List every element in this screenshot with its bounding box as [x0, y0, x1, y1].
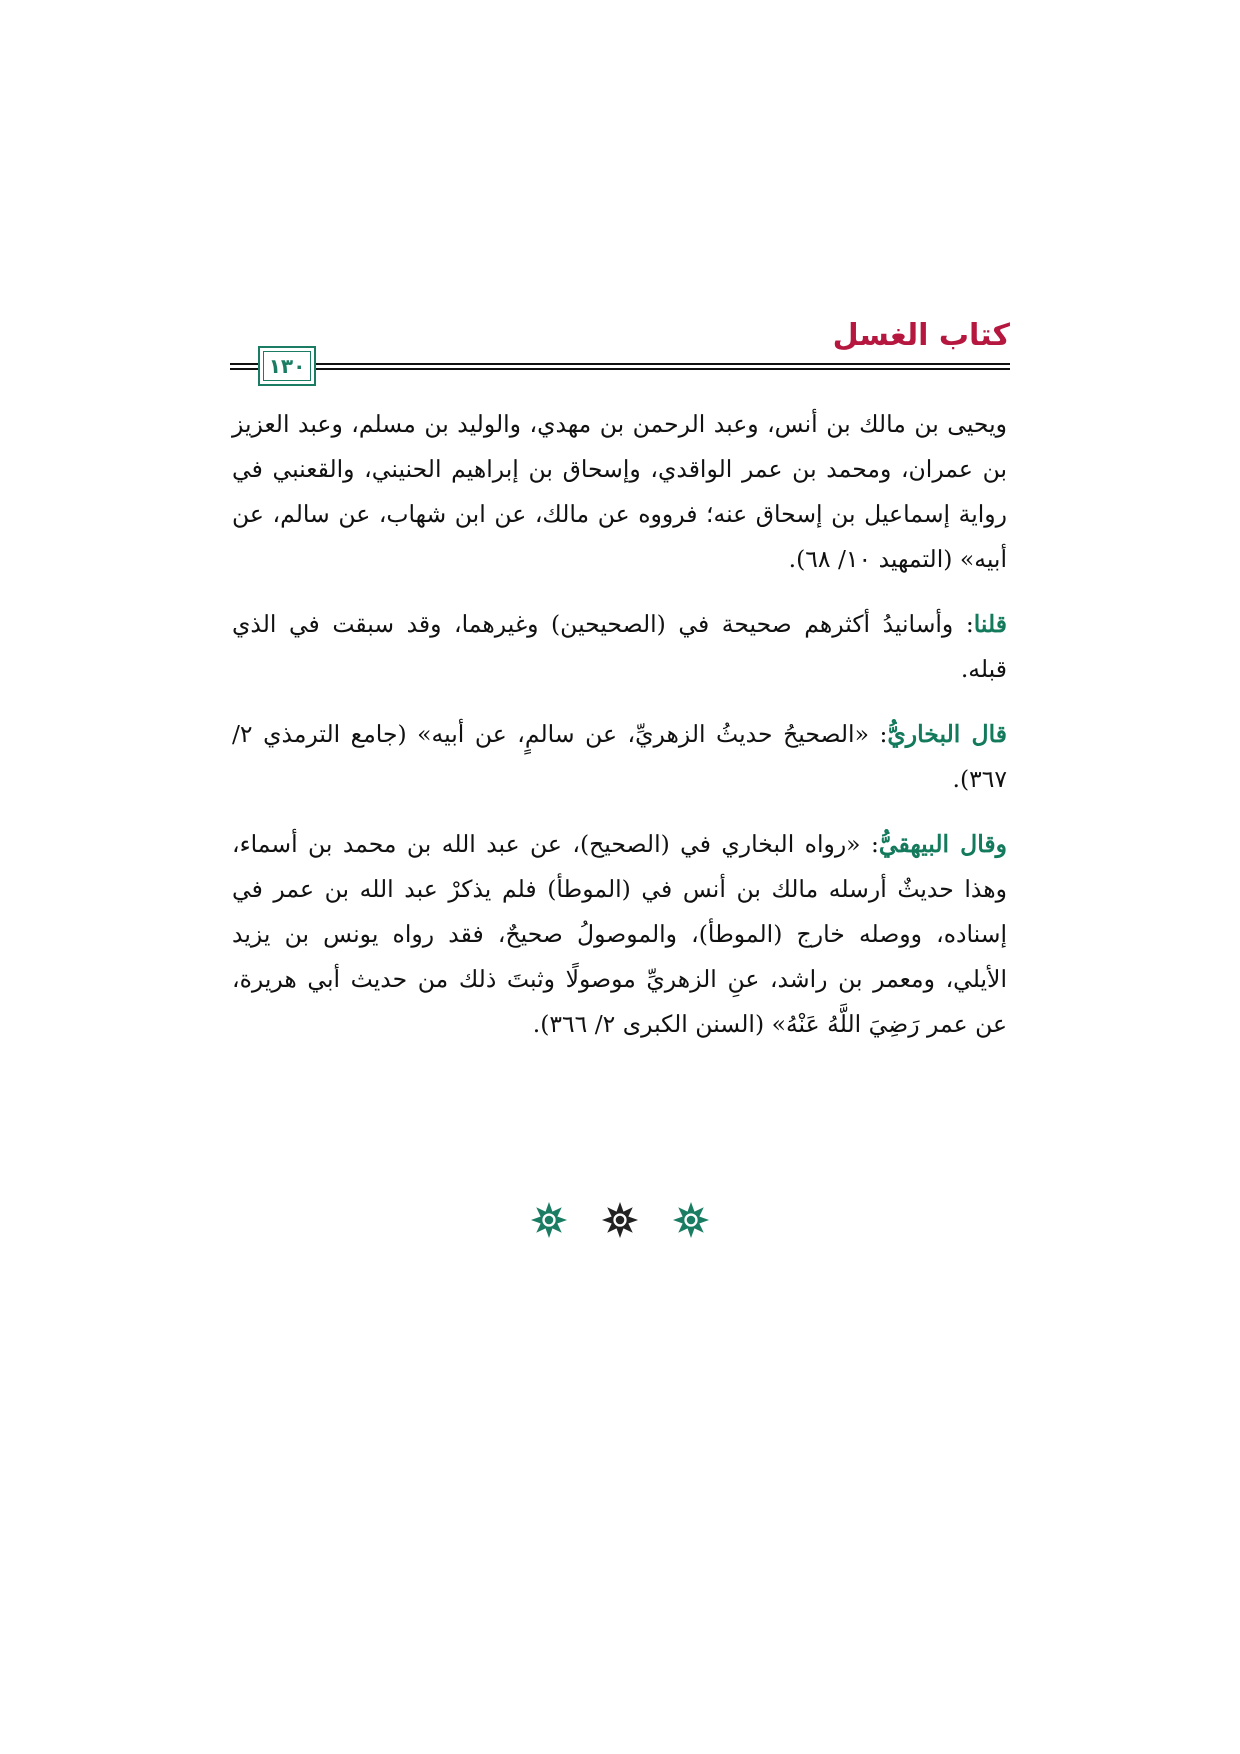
- paragraph-text: : وأسانيدُ أكثرهم صحيحة في (الصحيحين) وغيرهما، وقد سبقت في الذي قبله.: [232, 610, 1007, 683]
- flower-ornament-icon: [672, 1201, 710, 1239]
- paragraph-lead: قلنا: [973, 610, 1007, 638]
- flower-ornament-icon: [530, 1201, 568, 1239]
- chapter-title: كتاب الغسل: [832, 318, 1010, 353]
- page-number-badge: [258, 346, 316, 386]
- page-header: [230, 310, 1010, 390]
- paragraph-text: : «رواه البخاري في (الصحيح)، عن عبد الله بن محمد بن أسماء، وهذا حديثٌ أرسله مالك بن أنس في (الموطأ) فلم يذكرْ عبد الله بن عمر في إسناده، ووصله خارج (الموطأ)، والموصولُ صحيحٌ، فقد رواه يونس بن يزيد الأيلي، ومعمر بن راشد، عنِ الزهريِّ موصولًا وثبتَ ذلك من حديث أبي هريرة، عن عمر رَضِيَ اللَّهُ عَنْهُ» (السنن الكبرى ٢/ ٣٦٦).: [232, 830, 1007, 1038]
- paragraph-text: : «الصحيحُ حديثُ الزهريِّ، عن سالمٍ، عن أبيه» (جامع الترمذي ٢/ ٣٦٧).: [232, 720, 1007, 793]
- paragraph-2: [232, 602, 1007, 692]
- paragraph-4: [232, 822, 1007, 1047]
- paragraph-lead: قال البخاريُّ: [887, 720, 1007, 748]
- main-text: [232, 402, 1007, 1067]
- paragraph-text: ويحيى بن مالك بن أنس، وعبد الرحمن بن مهدي، والوليد بن مسلم، وعبد العزيز بن عمران، ومحمد بن عمر الواقدي، وإسحاق بن إبراهيم الحنيني، والقعنبي في رواية إسماعيل بن إسحاق عنه؛ فرووه عن مالك، عن ابن شهاب، عن سالم، عن أبيه» (التمهيد ١٠/ ٦٨).: [232, 410, 1007, 573]
- section-end-ornaments: [530, 1200, 710, 1240]
- page-number: ١٣٠: [268, 354, 306, 378]
- header-rule-bottom: [230, 368, 1010, 370]
- paragraph-1: [232, 402, 1007, 582]
- flower-ornament-icon: [601, 1201, 639, 1239]
- paragraph-3: [232, 712, 1007, 802]
- paragraph-lead: وقال البيهقيُّ: [878, 830, 1007, 858]
- header-rule-top: [230, 363, 1010, 365]
